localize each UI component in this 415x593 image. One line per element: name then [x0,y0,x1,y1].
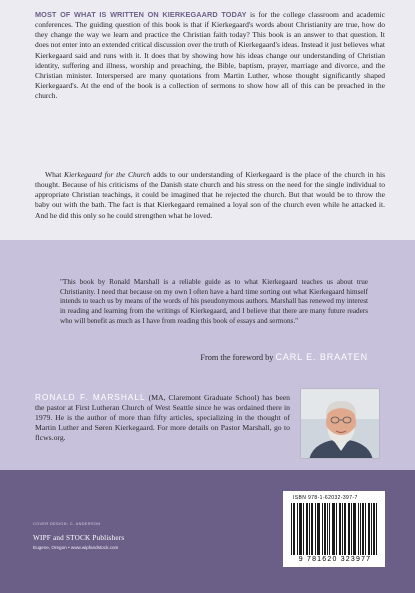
cover-design-credit: COVER DESIGN: C. ANDERSON [33,522,101,526]
barcode-bar [319,503,320,555]
barcode-bar [339,503,340,555]
barcode-bar [333,503,334,555]
barcode-bar [307,503,308,555]
barcode-bar [294,503,295,555]
barcode-bar [332,503,333,555]
description-panel [0,0,415,240]
barcode-bar [360,503,361,555]
publisher-name: WIPF and STOCK Publishers [33,534,125,542]
barcode-bar [299,503,300,555]
barcode-bar [309,503,310,555]
barcode-bar [312,503,313,555]
barcode-bar [291,503,292,555]
lead-in-caps: MOST OF WHAT IS WRITTEN ON KIERKEGAARD TODAY [35,10,247,19]
author-portrait-image [301,389,380,459]
barcode-bar [348,503,349,555]
barcode-bar [322,503,323,555]
barcode-bar [368,503,369,555]
barcode-bar [336,503,337,555]
barcode-bar [301,503,302,555]
barcode-bar [300,503,301,555]
barcode-bar [344,503,345,555]
description-paragraph-2 [35,170,385,221]
barcode-bar [297,503,298,555]
barcode-bar [345,503,346,555]
endorsement-quote: "This book by Ronald Marshall is a reliable guide as to what Kierkegaard teaches us about true Christianity. I need that because on my own I often have a hard time sorting out what Kierkegaard himself intends to teach us by means of the words of his pseudonymous authors. Marshall has renewed my interest in reading and learning from the writings of Kierkegaard, and I believe that there are many future readers who will benefit as much as I have from reading this book of essays and sermons." [60,278,368,325]
barcode-bar [315,503,316,555]
barcode-bar [373,503,374,555]
barcode-bar [327,503,328,555]
barcode-bar [324,503,325,555]
barcode-bar [329,503,330,555]
barcode-digits: 9 781620 323977 [298,556,372,563]
isbn-barcode [283,491,385,567]
barcode-bar [340,503,341,555]
description-paragraph-1 [35,10,385,101]
barcode-bar [362,503,363,555]
barcode-bar [293,503,294,555]
barcode-bar [363,503,364,555]
barcode-bar [349,503,350,555]
barcode-bar [342,503,343,555]
barcode-bar [354,503,355,555]
paragraph-1-text: is for the college classroom and academic conferences. The guiding question of this book is that if Kierkegaard's words about Christianity are true, how do they change the way we learn and practice the Christian faith today? This book is an answer to that question. It does not enter into an extended critical discussion over the truth of Kierkegaard's ideas. Instead it just believes what Kierkegaard said and runs with it. It does that by showing how his ideas change our understanding of Christian identity, suffering and illness, worship and preaching, the Bible, baptism, prayer, marriage and divorce, and the Christian minister. Interspersed are many quotations from Martin Luther, whose thought significantly shaped Kierkegaard's. At the end of the book is a collection of sermons to show how all of this can be preached in the church. [35,10,386,101]
paragraph-2-rest: adds to our understanding of Kierkegaard is the place of the church in his thought. Because of his criticisms of the Danish state church and his stress on the need for the single individual to appropriate Christian teachings, it could be imagined that he rejected the church. But that would be to throw the baby out with the bath. The fact is that Kierkegaard remained a loyal son of the church even while he attacked it. And he did this only so he could strengthen what he loved. [35,170,386,220]
author-bio-text: (MA, Claremont Graduate School) has been the pastor at First Lutheran Church of West Seattle since he was ordained there in 1979. He is the author of more than fifty articles, specializing in the thought of Martin Luther and Søren Kierkegaard. For more details on Pastor Marshall, go to flcws.org. [35,393,290,443]
foreword-prefix: From the foreword by [200,353,276,362]
endorsement-source [60,352,368,362]
paragraph-2-start: What [45,170,65,179]
isbn-label: ISBN 978-1-62032-397-7 [293,495,358,501]
author-name: RONALD F. MARSHALL [35,392,146,402]
barcode-bar [303,503,304,555]
barcode-bar [317,503,318,555]
barcode-bar [376,503,377,555]
barcode-bar [306,503,307,555]
barcode-bar [374,503,375,555]
barcode-bar [353,503,354,555]
author-bio [35,392,290,443]
book-title-italic: Kierkegaard for the Church [64,170,151,179]
barcode-bar [371,503,372,555]
barcode-bar [311,503,312,555]
publisher-location-web: Eugene, Oregon • www.wipfandstock.com [33,545,119,550]
barcode-bar [318,503,319,555]
barcode-bar [334,503,335,555]
barcode-bar [365,503,366,555]
barcode-bar [358,503,359,555]
barcode-bar [325,503,326,555]
barcode-bars [291,503,377,555]
barcode-bar [369,503,370,555]
author-photo [300,388,380,459]
barcode-bar [351,503,352,555]
foreword-author: CARL E. BRAATEN [275,352,368,362]
barcode-bar [355,503,356,555]
